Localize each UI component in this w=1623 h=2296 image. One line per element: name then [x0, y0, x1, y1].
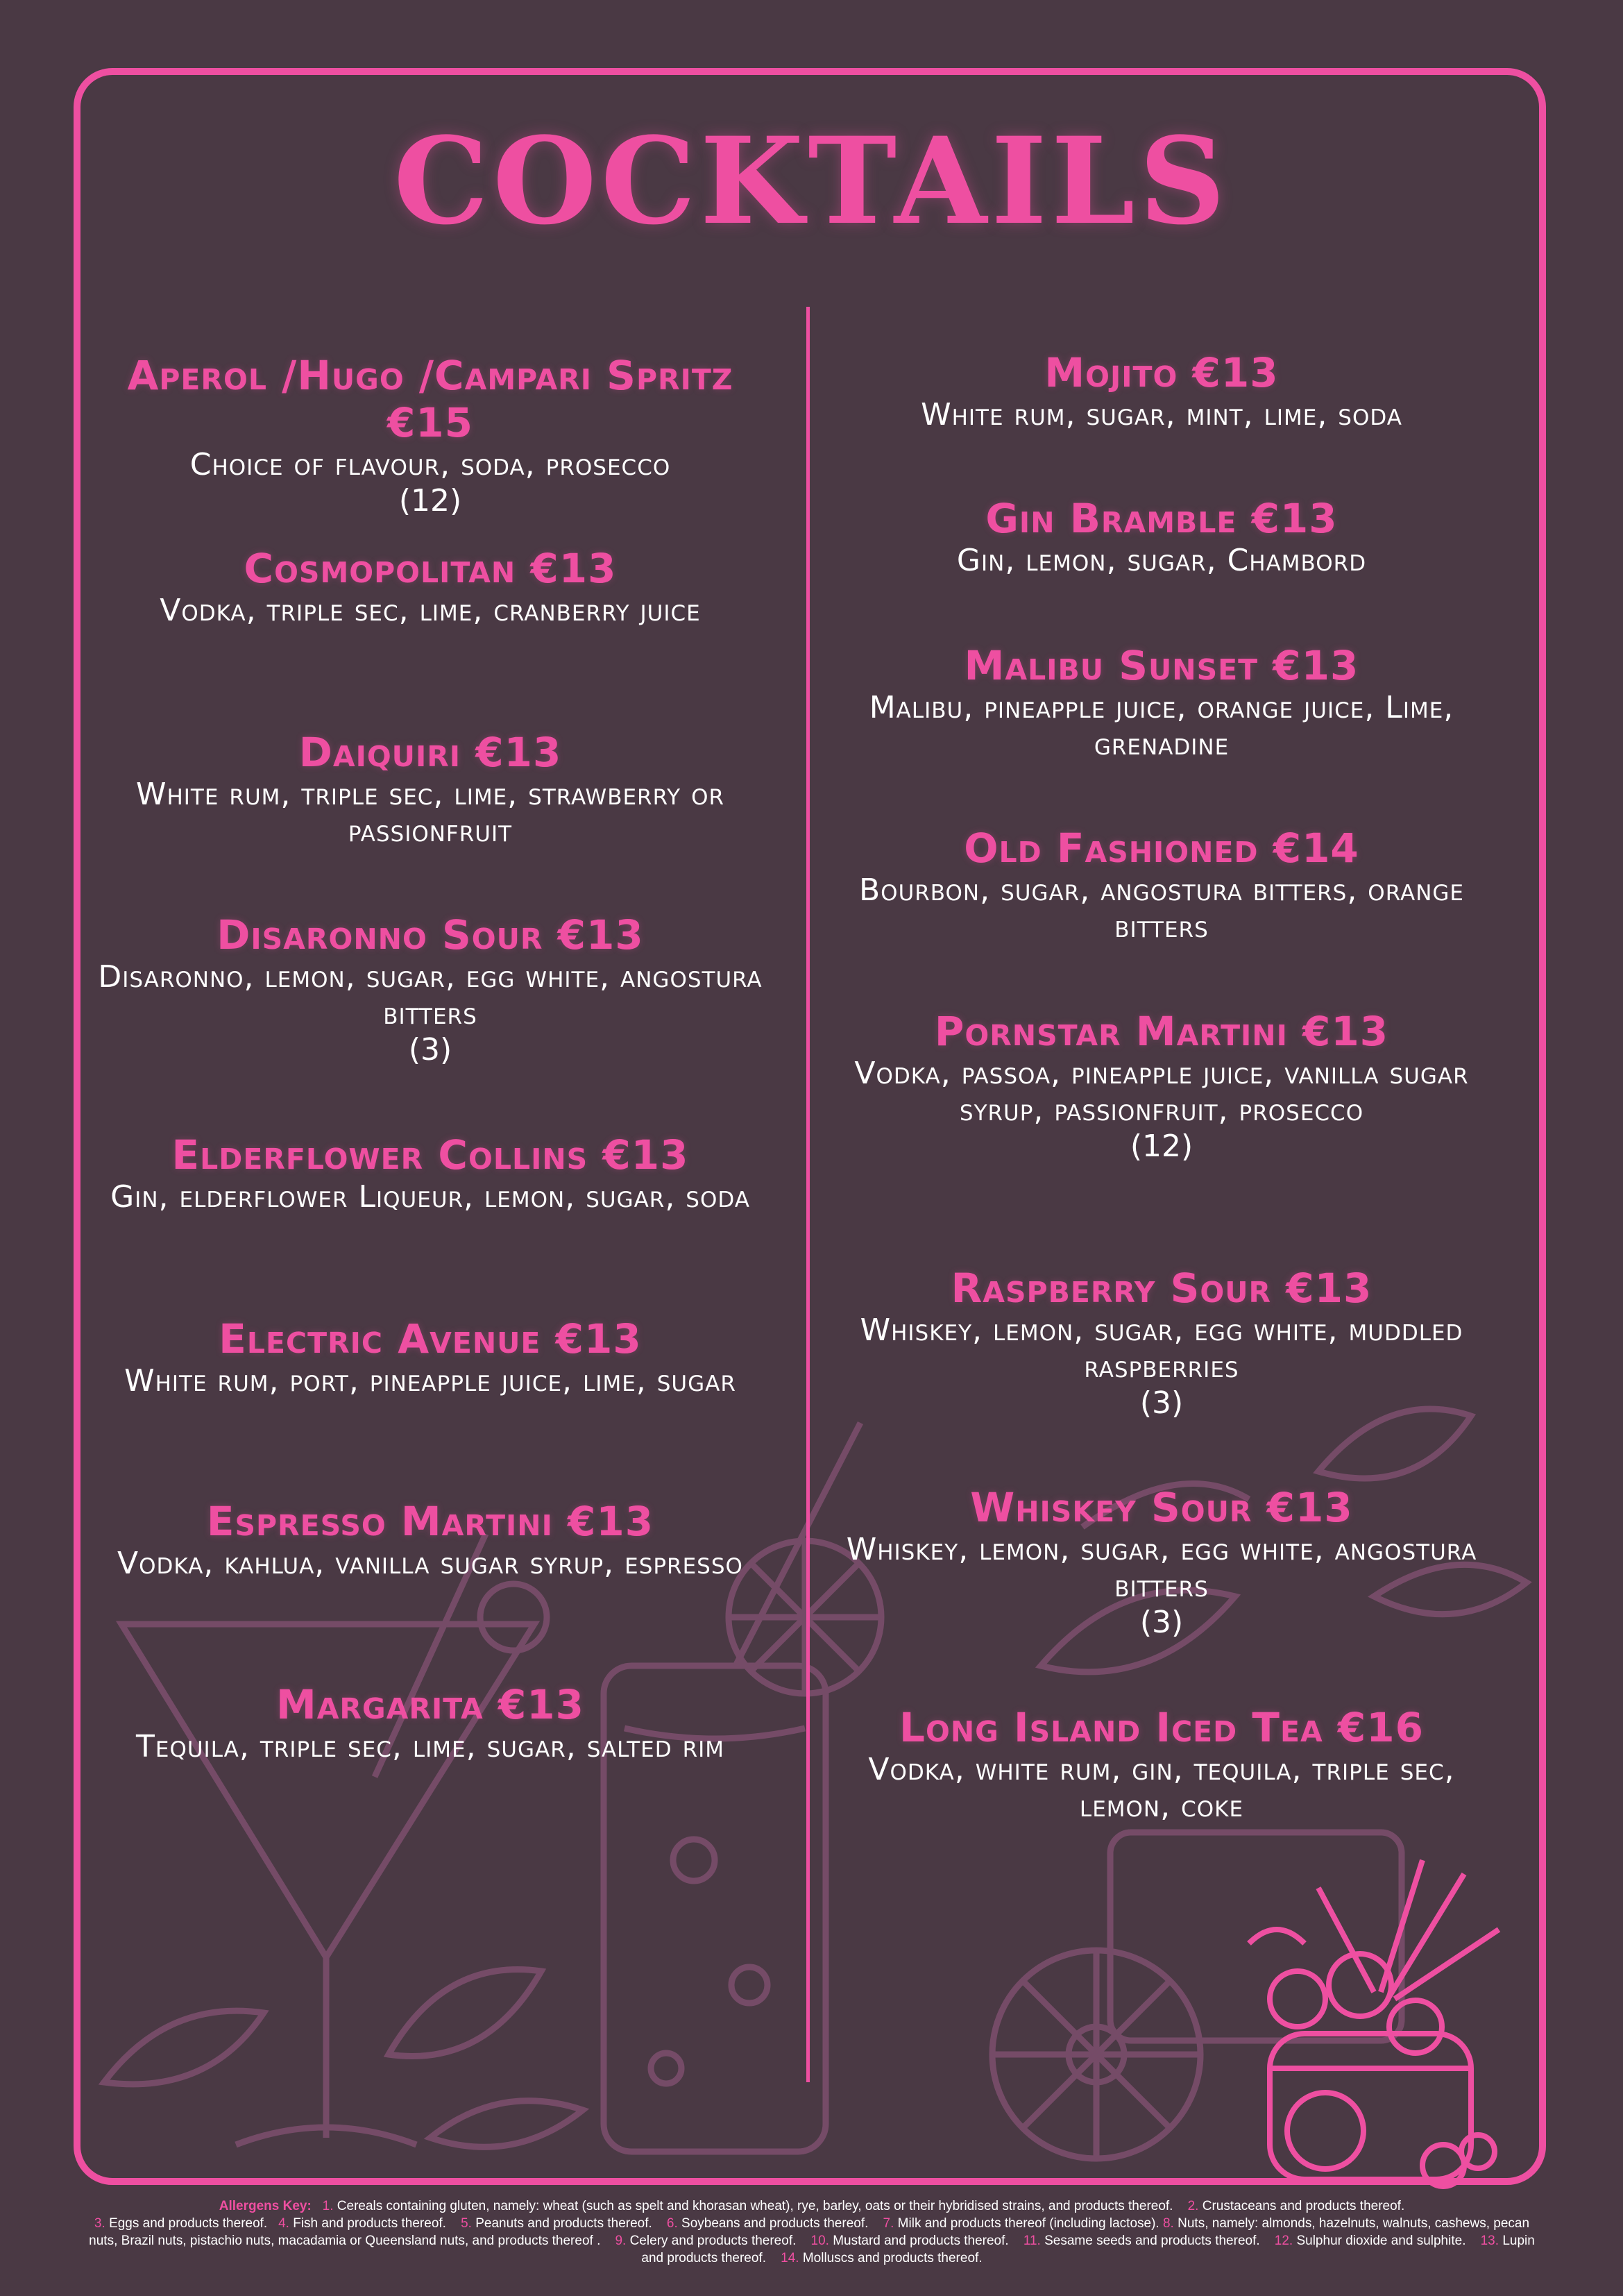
- allergen-number: 12.: [1274, 2234, 1293, 2248]
- item-description: Disaronno, lemon, sugar, egg white, angostura bitters: [98, 959, 763, 1031]
- allergen-number: 5.: [461, 2216, 472, 2231]
- item-description: White rum, triple sec, lime, strawberry or passionfruit: [135, 777, 725, 849]
- allergen-number: 1.: [322, 2199, 334, 2213]
- allergen-number: 4.: [278, 2216, 289, 2231]
- item-description: Gin, elderflower Liqueur, lemon, sugar, soda: [110, 1179, 750, 1215]
- allergen-text: Lupin and products thereof.: [641, 2234, 1535, 2265]
- column-divider: [806, 307, 810, 2082]
- menu-title: COCKTAILS: [393, 110, 1230, 251]
- item-description: Whiskey, lemon, sugar, egg white, muddled raspberries: [860, 1312, 1463, 1385]
- allergen-text: Cereals containing gluten, namely: wheat (such as spelt and khorasan wheat), rye, barley, oats or their hybridised strains, and products thereof.: [337, 2199, 1173, 2213]
- allergen-number: 2.: [1187, 2199, 1199, 2213]
- item-description: Vodka, triple sec, lime, cranberry juice: [160, 593, 701, 628]
- allergen-text: Soybeans and products thereof.: [681, 2216, 869, 2231]
- item-description: White rum, sugar, mint, lime, soda: [921, 397, 1402, 432]
- allergen-text: Sulphur dioxide and sulphite.: [1296, 2234, 1466, 2248]
- menu-item: [97, 545, 763, 629]
- menu-item: [829, 1484, 1495, 1641]
- item-description: Bourbon, sugar, angostura bitters, orange bitters: [858, 872, 1464, 945]
- allergen-text: Crustaceans and products thereof.: [1202, 2199, 1405, 2213]
- item-allergens: (12): [398, 483, 462, 518]
- allergen-number: 9.: [615, 2234, 627, 2248]
- menu-item: [829, 1704, 1495, 1825]
- item-name: Pornstar Martini €13: [934, 1008, 1389, 1055]
- menu-item: [97, 1498, 763, 1582]
- item-description: Choice of flavour, soda, prosecco: [189, 447, 671, 482]
- item-name: Aperol /Hugo /Campari Spritz €15: [127, 352, 733, 446]
- allergen-number: 7.: [883, 2216, 894, 2231]
- item-allergens: (12): [1130, 1129, 1193, 1164]
- allergen-text: Nuts, namely: almonds, hazelnuts, walnuts, cashews, pecan nuts, Brazil nuts, pistachio nuts, macadamia or Queensland nuts, and products thereof .: [89, 2216, 1530, 2248]
- allergen-text: Sesame seeds and products thereof.: [1044, 2234, 1260, 2248]
- allergen-text: Milk and products thereof (including lactose).: [897, 2216, 1159, 2231]
- menu-item: [97, 1681, 763, 1765]
- menu-item: [829, 495, 1495, 579]
- menu-item: [97, 911, 763, 1068]
- menu-item: [97, 352, 763, 519]
- item-description: Vodka, kahlua, vanilla sugar syrup, espresso: [117, 1546, 743, 1581]
- allergen-number: 14.: [781, 2251, 799, 2265]
- allergen-text: Eggs and products thereof.: [109, 2216, 268, 2231]
- allergen-number: 10.: [810, 2234, 829, 2248]
- menu-item: [829, 1265, 1495, 1421]
- item-description: Gin, lemon, sugar, Chambord: [956, 543, 1367, 578]
- item-description: Vodka, white rum, gin, tequila, triple sec, lemon, coke: [868, 1752, 1455, 1824]
- item-description: White rum, port, pineapple juice, lime, sugar: [124, 1363, 736, 1399]
- allergen-number: 8.: [1162, 2216, 1174, 2231]
- allergen-text: Celery and products thereof.: [629, 2234, 797, 2248]
- allergen-text: Fish and products thereof.: [293, 2216, 446, 2231]
- item-name: Elderflower Collins €13: [171, 1131, 689, 1179]
- item-name: Whiskey Sour €13: [970, 1484, 1353, 1531]
- allergen-number: 13.: [1480, 2234, 1499, 2248]
- menu-item: [829, 1008, 1495, 1165]
- item-description: Vodka, passoa, pineapple juice, vanilla sugar syrup, passionfruit, prosecco: [854, 1056, 1469, 1128]
- item-name: Cosmopolitan €13: [244, 545, 617, 592]
- menu-item: [829, 642, 1495, 763]
- allergen-text: Mustard and products thereof.: [833, 2234, 1009, 2248]
- item-description: Tequila, triple sec, lime, sugar, salted rim: [136, 1729, 724, 1764]
- allergen-number: 3.: [94, 2216, 105, 2231]
- item-description: Whiskey, lemon, sugar, egg white, angostura bitters: [846, 1532, 1477, 1604]
- item-name: Old Fashioned €14: [964, 825, 1359, 872]
- item-name: Electric Avenue €13: [219, 1315, 642, 1362]
- item-name: Malibu Sunset €13: [964, 642, 1359, 689]
- allergen-number: 11.: [1023, 2234, 1041, 2248]
- allergen-text: Molluscs and products thereof.: [802, 2251, 983, 2265]
- item-name: Mojito €13: [1044, 349, 1279, 396]
- menu-item: [829, 349, 1495, 433]
- allergen-number: 6.: [666, 2216, 678, 2231]
- item-allergens: (3): [408, 1032, 452, 1067]
- menu-item: [97, 1131, 763, 1215]
- item-allergens: (3): [1139, 1605, 1184, 1640]
- menu-item: [97, 1315, 763, 1399]
- item-allergens: (3): [1139, 1385, 1184, 1421]
- item-name: Daiquiri €13: [298, 729, 562, 776]
- allergen-text: Peanuts and products thereof.: [475, 2216, 652, 2231]
- item-name: Espresso Martini €13: [206, 1498, 654, 1545]
- menu-item: [97, 729, 763, 850]
- item-description: Malibu, pineapple juice, orange juice, Lime, grenadine: [869, 690, 1454, 762]
- menu-item: [829, 825, 1495, 945]
- item-name: Long Island Iced Tea €16: [899, 1704, 1424, 1751]
- allergens-key: [83, 2197, 1540, 2267]
- allergens-key-label: Allergens Key:: [219, 2199, 312, 2213]
- item-name: Margarita €13: [275, 1681, 584, 1728]
- item-name: Disaronno Sour €13: [216, 911, 644, 959]
- item-name: Raspberry Sour €13: [951, 1265, 1373, 1312]
- item-name: Gin Bramble €13: [985, 495, 1338, 542]
